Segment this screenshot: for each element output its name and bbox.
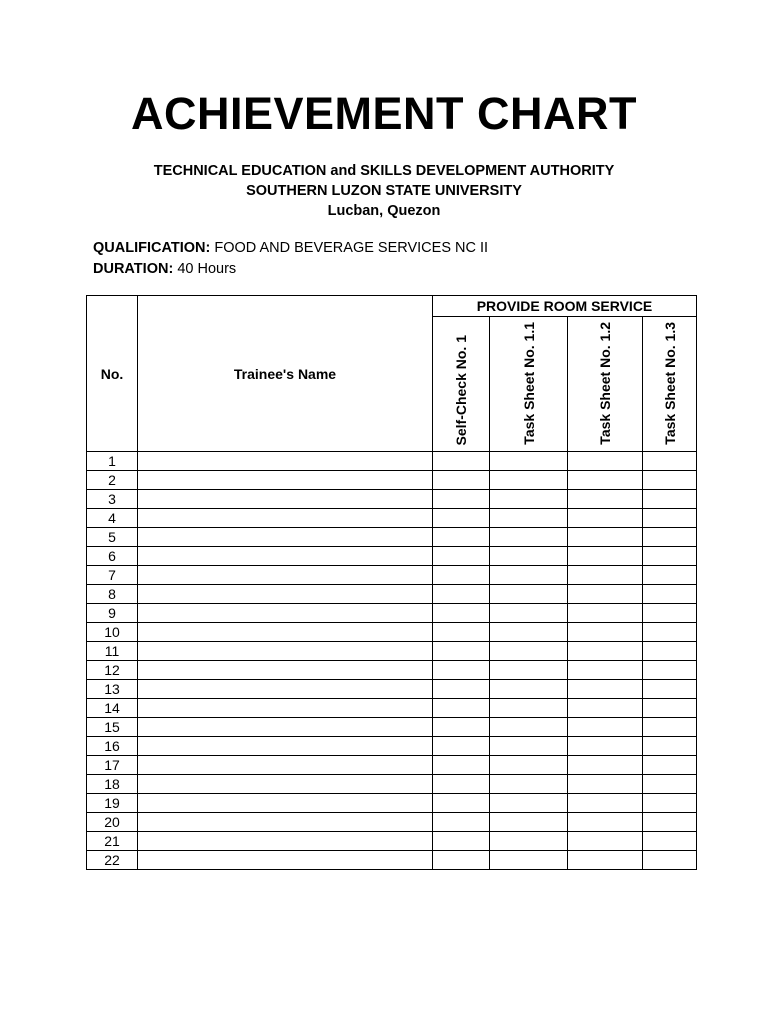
row-number: 16	[87, 737, 138, 756]
table-row	[87, 471, 697, 490]
task-result-cell[interactable]	[433, 794, 490, 813]
achievement-table	[86, 295, 697, 870]
table-row	[87, 832, 697, 851]
row-number: 10	[87, 623, 138, 642]
task-result-cell[interactable]	[490, 471, 568, 490]
task-result-cell[interactable]	[568, 452, 643, 471]
column-header-self-check-1	[433, 317, 490, 452]
qualification-label: QUALIFICATION:	[93, 240, 211, 256]
task-result-cell[interactable]	[568, 832, 643, 851]
duration-label: DURATION:	[93, 261, 174, 277]
trainee-name-cell[interactable]	[138, 623, 433, 642]
table-row	[87, 547, 697, 566]
qualification-line	[93, 240, 488, 256]
task-result-cell[interactable]	[568, 490, 643, 509]
task-result-cell[interactable]	[433, 737, 490, 756]
row-number: 13	[87, 680, 138, 699]
task-result-cell[interactable]	[643, 832, 697, 851]
task-result-cell[interactable]	[643, 756, 697, 775]
task-result-cell[interactable]	[568, 661, 643, 680]
table-row	[87, 851, 697, 870]
task-result-cell[interactable]	[433, 452, 490, 471]
task-result-cell[interactable]	[490, 699, 568, 718]
trainee-name-cell[interactable]	[138, 585, 433, 604]
column-header-task-sheet-1-1	[490, 317, 568, 452]
row-number: 12	[87, 661, 138, 680]
row-number: 22	[87, 851, 138, 870]
task-result-cell[interactable]	[490, 509, 568, 528]
task-result-cell[interactable]	[490, 452, 568, 471]
task-result-cell[interactable]	[643, 794, 697, 813]
trainee-name-cell[interactable]	[138, 794, 433, 813]
row-number: 15	[87, 718, 138, 737]
row-number: 6	[87, 547, 138, 566]
task-result-cell[interactable]	[490, 737, 568, 756]
task-result-cell[interactable]	[643, 509, 697, 528]
group-header-provide-room-service: PROVIDE ROOM SERVICE	[433, 296, 697, 317]
trainee-name-cell[interactable]	[138, 756, 433, 775]
row-number: 18	[87, 775, 138, 794]
row-number: 1	[87, 452, 138, 471]
task-result-cell[interactable]	[433, 775, 490, 794]
column-header-label: Task Sheet No. 1.1	[520, 322, 537, 445]
trainee-name-cell[interactable]	[138, 851, 433, 870]
task-result-cell[interactable]	[568, 509, 643, 528]
task-result-cell[interactable]	[568, 775, 643, 794]
row-number: 14	[87, 699, 138, 718]
task-result-cell[interactable]	[433, 585, 490, 604]
table-row	[87, 775, 697, 794]
task-result-cell[interactable]	[490, 566, 568, 585]
task-result-cell[interactable]	[433, 623, 490, 642]
task-result-cell[interactable]	[433, 699, 490, 718]
column-header-label: Task Sheet No. 1.3	[661, 322, 678, 445]
table-row	[87, 623, 697, 642]
task-result-cell[interactable]	[568, 851, 643, 870]
column-header-trainee-name: Trainee's Name	[138, 296, 433, 452]
task-result-cell[interactable]	[643, 718, 697, 737]
task-result-cell[interactable]	[433, 851, 490, 870]
column-header-label: Task Sheet No. 1.2	[597, 322, 613, 445]
task-result-cell[interactable]	[433, 471, 490, 490]
task-result-cell[interactable]	[490, 794, 568, 813]
trainee-name-cell[interactable]	[138, 490, 433, 509]
table-row	[87, 490, 697, 509]
task-result-cell[interactable]	[643, 566, 697, 585]
task-result-cell[interactable]	[568, 737, 643, 756]
task-result-cell[interactable]	[490, 832, 568, 851]
task-result-cell[interactable]	[490, 547, 568, 566]
column-header-label: Self-Check No. 1	[453, 334, 469, 445]
task-result-cell[interactable]	[643, 851, 697, 870]
task-result-cell[interactable]	[433, 547, 490, 566]
task-result-cell[interactable]	[568, 756, 643, 775]
task-result-cell[interactable]	[433, 756, 490, 775]
column-header-no: No.	[87, 296, 138, 452]
trainee-rows	[87, 452, 697, 870]
task-result-cell[interactable]	[433, 490, 490, 509]
task-result-cell[interactable]	[643, 737, 697, 756]
task-result-cell[interactable]	[568, 813, 643, 832]
task-result-cell[interactable]	[643, 490, 697, 509]
task-result-cell[interactable]	[643, 528, 697, 547]
table-row	[87, 699, 697, 718]
task-result-cell[interactable]	[643, 452, 697, 471]
row-number: 9	[87, 604, 138, 623]
task-result-cell[interactable]	[433, 832, 490, 851]
task-result-cell[interactable]	[433, 528, 490, 547]
task-result-cell[interactable]	[643, 547, 697, 566]
trainee-name-cell[interactable]	[138, 832, 433, 851]
table-row	[87, 585, 697, 604]
table-row	[87, 661, 697, 680]
table-row	[87, 452, 697, 471]
row-number: 4	[87, 509, 138, 528]
task-result-cell[interactable]	[568, 718, 643, 737]
table-row	[87, 528, 697, 547]
task-result-cell[interactable]	[433, 642, 490, 661]
task-result-cell[interactable]	[490, 718, 568, 737]
task-result-cell[interactable]	[643, 680, 697, 699]
task-result-cell[interactable]	[433, 718, 490, 737]
row-number: 5	[87, 528, 138, 547]
trainee-name-cell[interactable]	[138, 661, 433, 680]
row-number: 11	[87, 642, 138, 661]
table-row	[87, 604, 697, 623]
task-result-cell[interactable]	[433, 509, 490, 528]
table-row	[87, 794, 697, 813]
task-result-cell[interactable]	[568, 528, 643, 547]
task-result-cell[interactable]	[490, 490, 568, 509]
row-number: 21	[87, 832, 138, 851]
trainee-name-cell[interactable]	[138, 528, 433, 547]
trainee-name-cell[interactable]	[138, 547, 433, 566]
row-number: 7	[87, 566, 138, 585]
page-title: ACHIEVEMENT CHART	[130, 88, 637, 139]
task-result-cell[interactable]	[490, 813, 568, 832]
row-number: 3	[87, 490, 138, 509]
column-header-task-sheet-1-2	[568, 317, 643, 452]
task-result-cell[interactable]	[643, 699, 697, 718]
task-result-cell[interactable]	[568, 585, 643, 604]
task-result-cell[interactable]	[568, 794, 643, 813]
task-result-cell[interactable]	[568, 642, 643, 661]
task-result-cell[interactable]	[490, 756, 568, 775]
duration-line	[93, 261, 236, 277]
table-row	[87, 718, 697, 737]
task-result-cell[interactable]	[490, 661, 568, 680]
task-result-cell[interactable]	[490, 528, 568, 547]
table-row	[87, 566, 697, 585]
trainee-name-cell[interactable]	[138, 642, 433, 661]
trainee-name-cell[interactable]	[138, 471, 433, 490]
row-number: 2	[87, 471, 138, 490]
task-result-cell[interactable]	[568, 604, 643, 623]
row-number: 8	[87, 585, 138, 604]
task-result-cell[interactable]	[568, 471, 643, 490]
task-result-cell[interactable]	[490, 851, 568, 870]
task-result-cell[interactable]	[490, 680, 568, 699]
task-result-cell[interactable]	[643, 471, 697, 490]
table-row	[87, 756, 697, 775]
table-row	[87, 680, 697, 699]
task-result-cell[interactable]	[643, 585, 697, 604]
org-location: Lucban, Quezon	[327, 203, 441, 219]
trainee-name-cell[interactable]	[138, 775, 433, 794]
trainee-name-cell[interactable]	[138, 509, 433, 528]
column-header-task-sheet-1-3	[643, 317, 697, 452]
task-result-cell[interactable]	[568, 547, 643, 566]
task-result-cell[interactable]	[433, 661, 490, 680]
trainee-name-cell[interactable]	[138, 452, 433, 471]
task-result-cell[interactable]	[490, 775, 568, 794]
qualification-value: FOOD AND BEVERAGE SERVICES NC II	[214, 240, 489, 256]
task-result-cell[interactable]	[568, 566, 643, 585]
task-result-cell[interactable]	[568, 699, 643, 718]
row-number: 19	[87, 794, 138, 813]
org-name-tesda: TECHNICAL EDUCATION and SKILLS DEVELOPMENT AUTHORITY	[153, 163, 615, 179]
task-result-cell[interactable]	[433, 566, 490, 585]
row-number: 17	[87, 756, 138, 775]
task-result-cell[interactable]	[568, 680, 643, 699]
task-result-cell[interactable]	[490, 623, 568, 642]
trainee-name-cell[interactable]	[138, 699, 433, 718]
trainee-name-cell[interactable]	[138, 604, 433, 623]
task-result-cell[interactable]	[490, 642, 568, 661]
task-result-cell[interactable]	[643, 623, 697, 642]
task-result-cell[interactable]	[433, 680, 490, 699]
task-result-cell[interactable]	[568, 623, 643, 642]
trainee-name-cell[interactable]	[138, 737, 433, 756]
table-row	[87, 737, 697, 756]
task-result-cell[interactable]	[433, 604, 490, 623]
table-row	[87, 509, 697, 528]
table-row	[87, 813, 697, 832]
task-result-cell[interactable]	[643, 775, 697, 794]
trainee-name-cell[interactable]	[138, 813, 433, 832]
org-name-university: SOUTHERN LUZON STATE UNIVERSITY	[246, 183, 522, 199]
task-result-cell[interactable]	[490, 585, 568, 604]
row-number: 20	[87, 813, 138, 832]
task-result-cell[interactable]	[433, 813, 490, 832]
trainee-name-cell[interactable]	[138, 566, 433, 585]
duration-value: 40 Hours	[177, 261, 237, 277]
task-result-cell[interactable]	[643, 604, 697, 623]
trainee-name-cell[interactable]	[138, 680, 433, 699]
task-result-cell[interactable]	[643, 661, 697, 680]
task-result-cell[interactable]	[643, 642, 697, 661]
trainee-name-cell[interactable]	[138, 718, 433, 737]
task-result-cell[interactable]	[643, 813, 697, 832]
table-row	[87, 642, 697, 661]
task-result-cell[interactable]	[490, 604, 568, 623]
